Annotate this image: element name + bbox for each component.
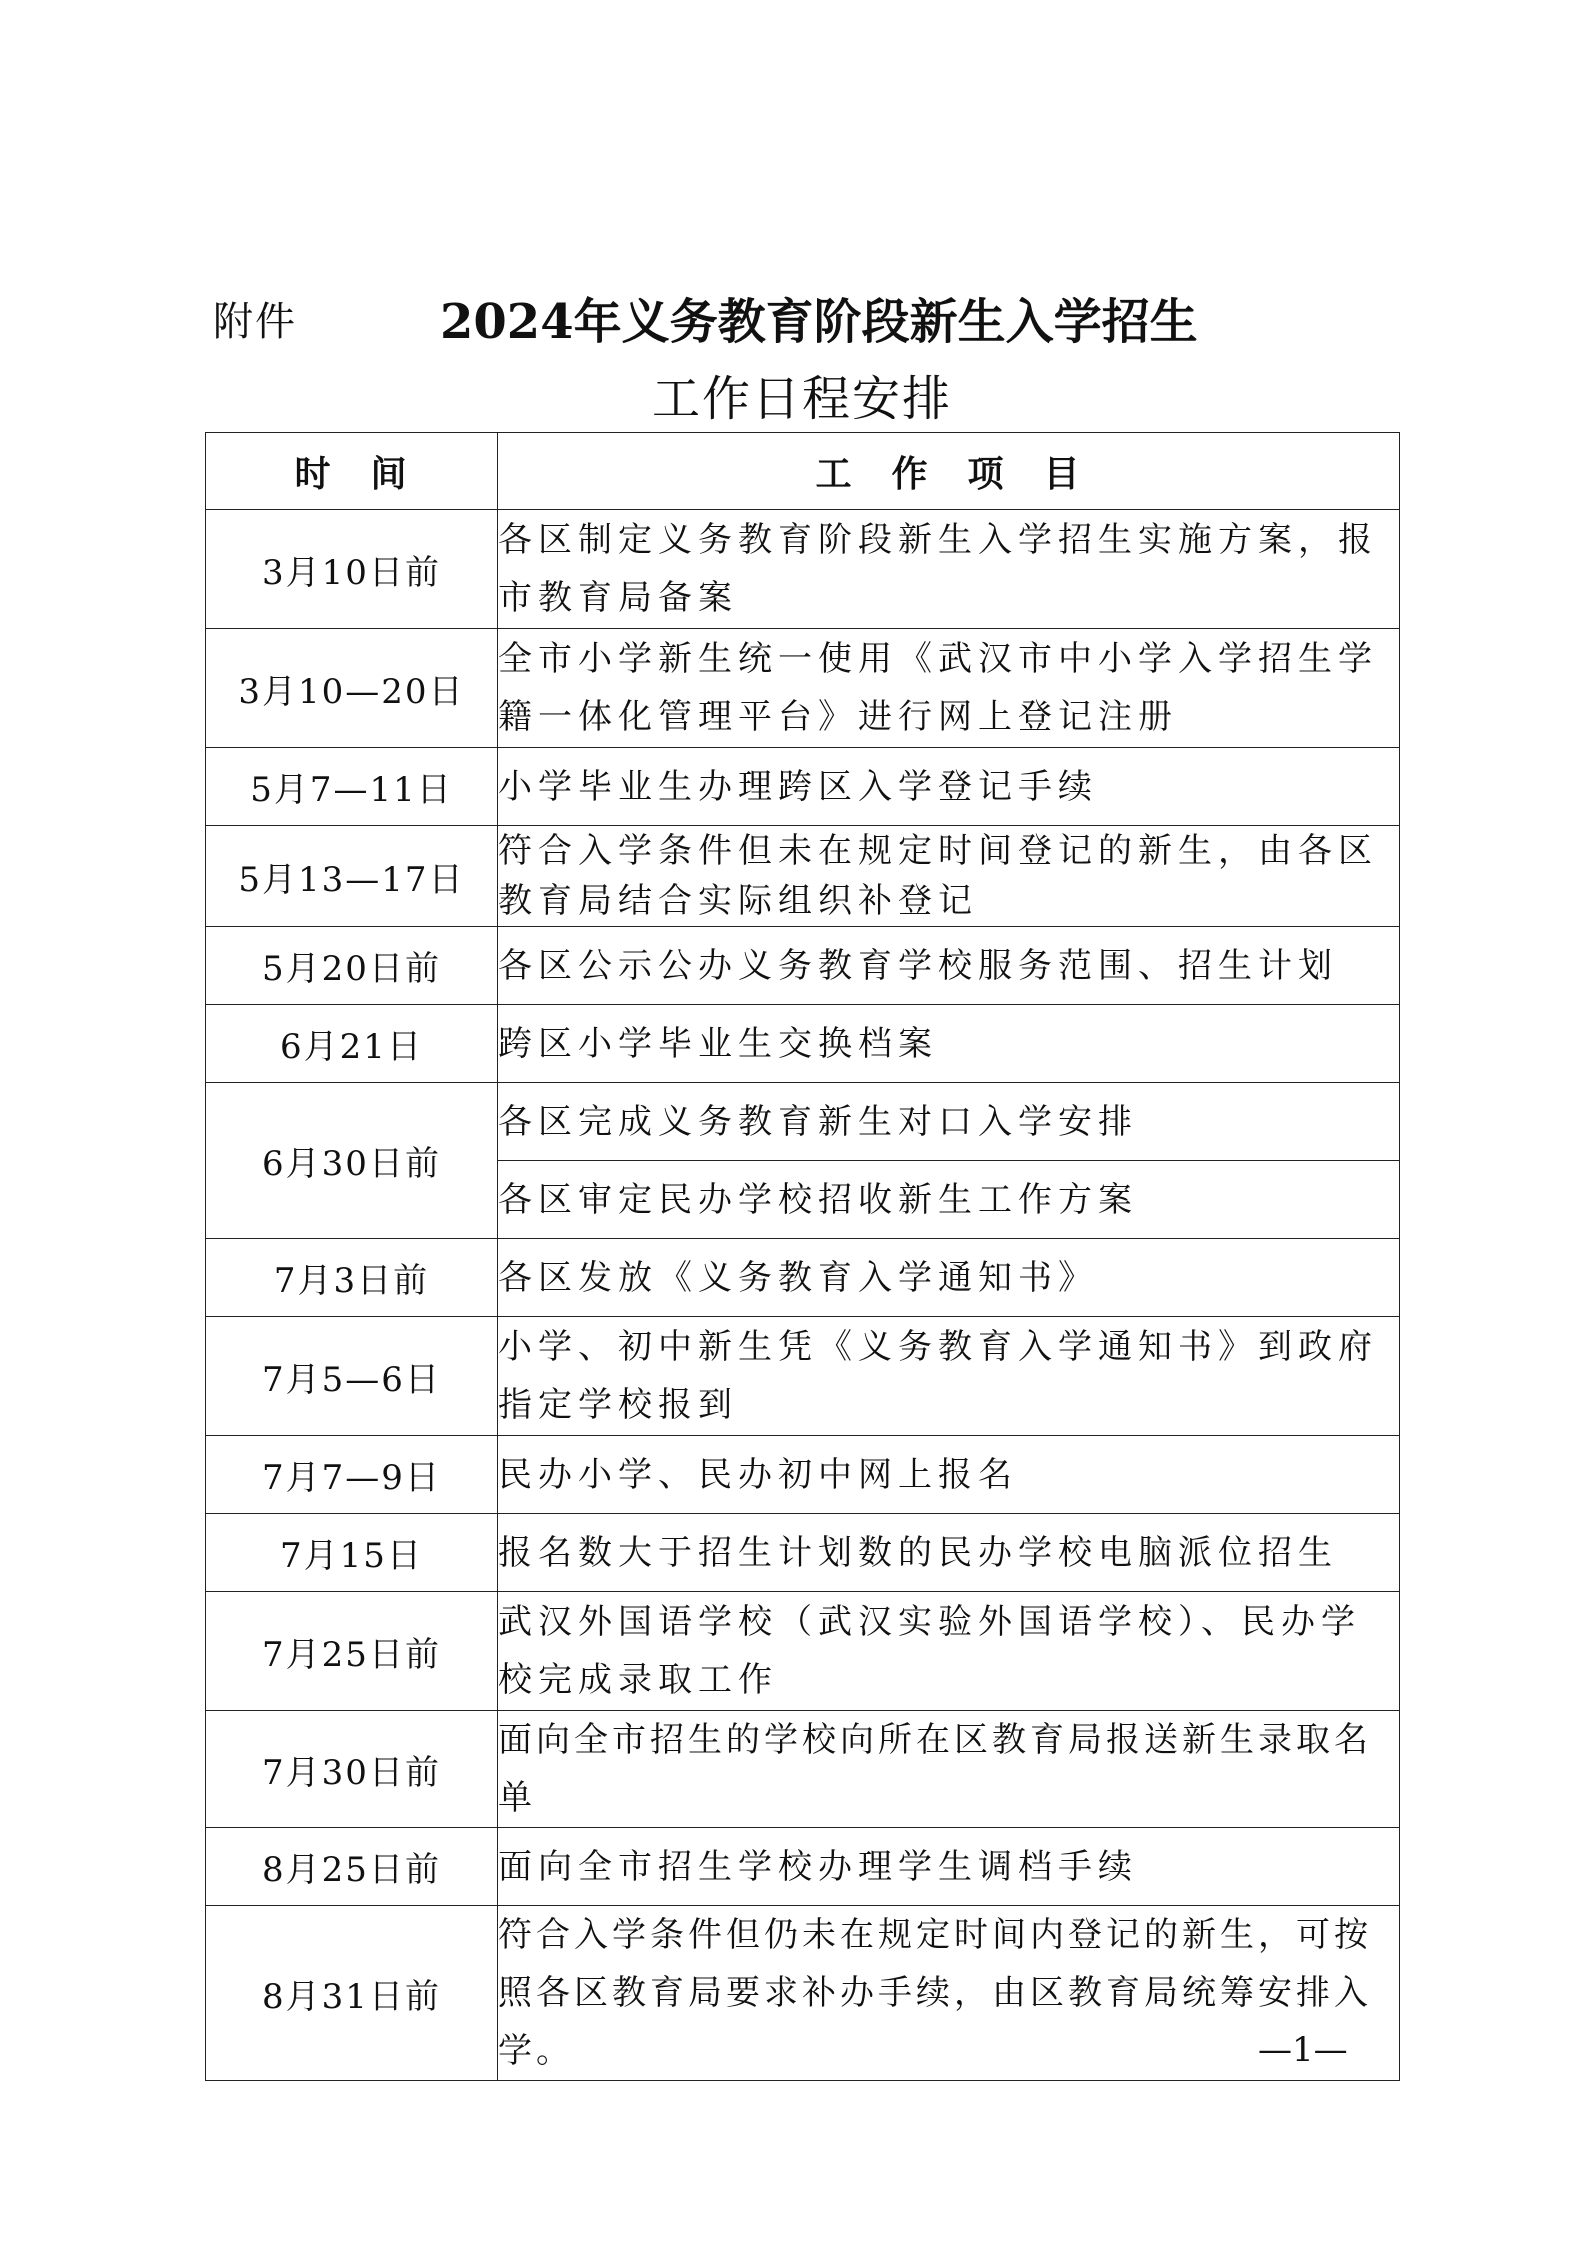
row-time: 8月31日前 bbox=[206, 1906, 498, 2081]
schedule-table bbox=[205, 432, 1400, 2081]
page-title: 2024年义务教育阶段新生入学招生 bbox=[440, 294, 1198, 350]
table-row bbox=[206, 1436, 1400, 1514]
row-item: 全市小学新生统一使用《武汉市中小学入学招生学籍一体化管理平台》进行网上登记注册 bbox=[498, 629, 1400, 748]
row-item: 符合入学条件但未在规定时间登记的新生，由各区教育局结合实际组织补登记 bbox=[498, 826, 1400, 927]
row-item: 小学毕业生办理跨区入学登记手续 bbox=[498, 748, 1400, 826]
row-time: 3月10—20日 bbox=[206, 629, 498, 748]
table-row bbox=[206, 510, 1400, 629]
row-item: 符合入学条件但仍未在规定时间内登记的新生，可按照各区教育局要求补办手续，由区教育局统筹安排入学。 bbox=[498, 1906, 1400, 2081]
row-item: 民办小学、民办初中网上报名 bbox=[498, 1436, 1400, 1514]
row-item: 跨区小学毕业生交换档案 bbox=[498, 1005, 1400, 1083]
row-item: 各区发放《义务教育入学通知书》 bbox=[498, 1239, 1400, 1317]
row-time: 8月25日前 bbox=[206, 1828, 498, 1906]
row-time: 7月30日前 bbox=[206, 1711, 498, 1828]
page-number: —1— bbox=[1258, 2030, 1348, 2070]
table-row bbox=[206, 748, 1400, 826]
row-time: 7月15日 bbox=[206, 1514, 498, 1592]
row-item: 各区审定民办学校招收新生工作方案 bbox=[498, 1161, 1400, 1239]
table-row bbox=[206, 1828, 1400, 1906]
row-time: 6月21日 bbox=[206, 1005, 498, 1083]
page-subtitle: 工作日程安排 bbox=[652, 371, 953, 427]
header-time: 时 间 bbox=[206, 433, 498, 510]
table-row bbox=[206, 1711, 1400, 1828]
table-row bbox=[206, 1083, 1400, 1161]
row-time: 7月25日前 bbox=[206, 1592, 498, 1711]
row-item: 武汉外国语学校（武汉实验外国语学校）、民办学校完成录取工作 bbox=[498, 1592, 1400, 1711]
table-row bbox=[206, 1239, 1400, 1317]
table-row bbox=[206, 629, 1400, 748]
row-time: 5月13—17日 bbox=[206, 826, 498, 927]
row-item: 面向全市招生学校办理学生调档手续 bbox=[498, 1828, 1400, 1906]
row-time: 3月10日前 bbox=[206, 510, 498, 629]
row-item: 各区公示公办义务教育学校服务范围、招生计划 bbox=[498, 927, 1400, 1005]
table-row bbox=[206, 1317, 1400, 1436]
row-time: 7月5—6日 bbox=[206, 1317, 498, 1436]
row-item: 各区制定义务教育阶段新生入学招生实施方案，报市教育局备案 bbox=[498, 510, 1400, 629]
table-row bbox=[206, 1005, 1400, 1083]
annex-label: 附件 bbox=[213, 299, 297, 345]
row-item: 面向全市招生的学校向所在区教育局报送新生录取名单 bbox=[498, 1711, 1400, 1828]
row-item: 小学、初中新生凭《义务教育入学通知书》到政府指定学校报到 bbox=[498, 1317, 1400, 1436]
row-time: 6月30日前 bbox=[206, 1083, 498, 1239]
table-row bbox=[206, 826, 1400, 927]
row-time: 7月3日前 bbox=[206, 1239, 498, 1317]
row-time: 7月7—9日 bbox=[206, 1436, 498, 1514]
table-row bbox=[206, 1514, 1400, 1592]
row-item: 报名数大于招生计划数的民办学校电脑派位招生 bbox=[498, 1514, 1400, 1592]
row-time: 5月7—11日 bbox=[206, 748, 498, 826]
table-row bbox=[206, 1906, 1400, 2081]
table-row bbox=[206, 927, 1400, 1005]
row-time: 5月20日前 bbox=[206, 927, 498, 1005]
row-item: 各区完成义务教育新生对口入学安排 bbox=[498, 1083, 1400, 1161]
header-item: 工 作 项 目 bbox=[498, 433, 1400, 510]
table-row bbox=[206, 1592, 1400, 1711]
table-header-row bbox=[206, 433, 1400, 510]
